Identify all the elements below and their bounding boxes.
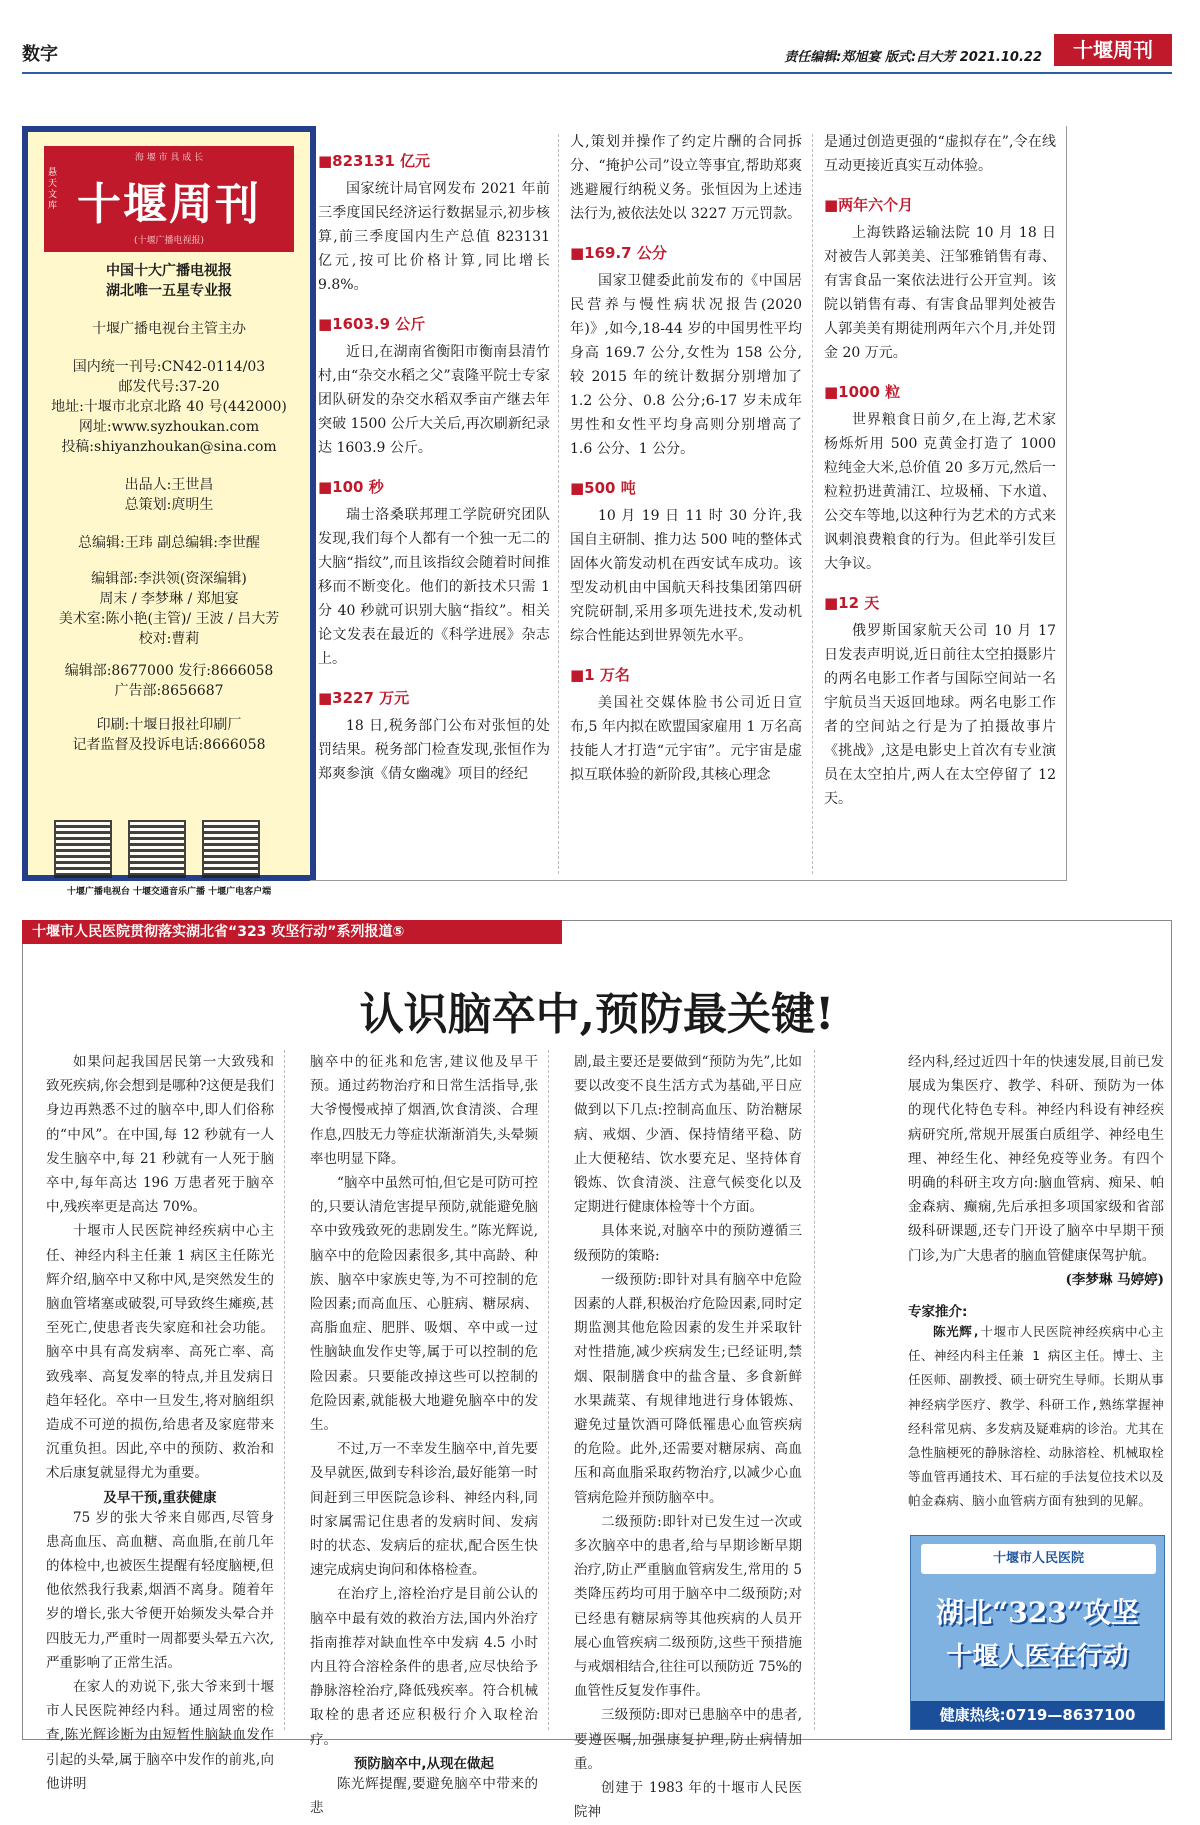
- column-rule: [558, 134, 559, 874]
- expert-bio: [908, 1320, 1164, 1514]
- expert-name: 陈光辉,: [933, 1324, 981, 1340]
- qr-labels: 十堰广播电视台 十堰交通音乐广播 十堰广电客户端: [66, 887, 272, 897]
- number-body-continued: 人,策划并操作了约定片酬的合同拆分、“掩护公司”设立等事宜,帮助郑爽逃避履行纳税义务。张恒因为上述违法行为,被依法处以 3227 万元罚款。: [570, 134, 802, 222]
- number-headline: ■1000 粒: [824, 383, 901, 401]
- number-body: 国家卫健委此前发布的《中国居民营养与慢性病状况报告(2020年)》,如今,18-44 岁的中国男性平均身高 169.7 公分,女性为 158 公分,较 2015 年的统计数据分别增加了 1.2 公分、0.8 公分;6-17 岁未成年男性和女性平均身高则分别增高了 1.6 公分、1 公分。: [570, 273, 802, 457]
- page-header: [22, 34, 1172, 76]
- article-subheading: 预防脑卒中,从现在做起: [353, 1755, 495, 1772]
- article-paragraph: 脑卒中的征兆和危害,建议他及早干预。通过药物治疗和日常生活指导,张大爷慢慢戒掉了烟酒,饮食清淡、合理作息,四肢无力等症状渐渐消失,头晕频率也明显下降。: [310, 1054, 538, 1167]
- article-paragraph: 具体来说,对脑卒中的预防遵循三级预防的策略:: [574, 1223, 802, 1264]
- masthead-banner: [44, 146, 294, 252]
- number-headline: ■100 秒: [318, 478, 384, 496]
- numbers-column-2: [570, 130, 802, 787]
- expert-heading: 专家推介:: [908, 1304, 968, 1321]
- number-headline: ■1 万名: [570, 666, 630, 684]
- masthead-line: 记者监督及投诉电话:8666058: [72, 737, 266, 753]
- feature-title: 认识脑卒中,预防最关键!: [359, 989, 835, 1040]
- article-paragraph: 75 岁的张大爷来自郧西,尽管身患高血压、高血糖、高血脂,在前几年的体检中,也被医生提醒有轻度脑梗,但他依然我行我素,烟酒不离身。随着年岁的增长,张大爷便开始频发头晕合并四肢无力,严重时一周都要头晕五六次,严重影响了正常生活。: [46, 1509, 274, 1671]
- hospital-ad: [910, 1535, 1165, 1730]
- number-headline: ■500 吨: [570, 479, 636, 497]
- article-paragraph: 不过,万一不幸发生脑卒中,首先要及早就医,做到专科诊治,最好能第一时间赶到三甲医院急诊科、神经内科,同时家属需记住患者的发病时间、发病时的状态、发病后的症状,配合医生快速完成病史询问和体格检查。: [310, 1441, 538, 1579]
- numbers-column-3: [824, 130, 1056, 811]
- number-body: 俄罗斯国家航天公司 10 月 17 日发表声明说,近日前往太空拍摄影片的两名电影工作者与国际空间站一名宇航员当天返回地球。两名电影工作者的空间站之行是为了拍摄故事片《挑战》,这是电影史上首次有专业演员在太空拍片,两人在太空停留了 12 天。: [824, 623, 1056, 807]
- masthead-line: 校对:曹莉: [138, 631, 200, 647]
- qr-code-radio: [128, 820, 186, 878]
- ad-hospital-name: 十堰市人民医院: [921, 1544, 1156, 1574]
- article-paragraph: 在家人的劝说下,张大爷来到十堰市人民医院神经内科。通过周密的检查,陈光辉诊断为由短暂性脑缺血发作引起的头晕,属于脑卒中发作的前兆,向他讲明: [46, 1679, 274, 1792]
- number-body: 近日,在湖南省衡阳市衡南县清竹村,由“杂交水稻之父”袁隆平院士专家团队研发的杂交水稻双季亩产继去年突破 1500 公斤大关后,再次刷新纪录达 1603.9 公斤。: [318, 344, 550, 456]
- feature-column-3: [574, 1050, 802, 1825]
- article-paragraph: 如果问起我国居民第一大致残和致死疾病,你会想到是哪种?这便是我们身边再熟悉不过的脑卒中,即人们俗称的“中风”。在中国,每 12 秒就有一人发生脑卒中,每 21 秒就有一人死于脑卒中,每年高达 196 万患者死于脑卒中,残疾率更是高达 70%。: [46, 1054, 274, 1216]
- number-body: 上海铁路运输法院 10 月 18 日对被告人郭美美、汪邹雅销售有毒、有害食品一案依法进行公开宣判。该院以销售有毒、有害食品罪判处被告人郭美美有期徒刑两年六个月,并处罚金 20 万元。: [824, 225, 1056, 361]
- feature-column-4: [908, 1050, 1164, 1514]
- number-headline: ■3227 万元: [318, 689, 410, 707]
- column-rule: [814, 1050, 815, 1730]
- masthead-line: 美术室:陈小艳(主管)/ 王波 / 吕大芳: [58, 611, 280, 627]
- masthead-box: [22, 126, 316, 897]
- feature-column-1: [46, 1050, 274, 1796]
- number-body: 国家统计局官网发布 2021 年前三季度国民经济运行数据显示,初步核算,前三季度国内生产总值 823131 亿元,按可比价格计算,同比增长 9.8%。: [318, 181, 550, 293]
- number-body: 10 月 19 日 11 时 30 分许,我国自主研制、推力达 500 吨的整体式固体火箭发动机在西安试车成功。该型发动机由中国航天科技集团第四研究院研制,采用多项先进技术,发动机综合性能达到世界领先水平。: [570, 508, 802, 644]
- masthead-line: 网址:www.syzhoukan.com: [78, 419, 260, 435]
- number-headline: ■两年六个月: [824, 196, 914, 214]
- series-kicker: 十堰市人民医院贯彻落实湖北省“323 攻坚行动”系列报道⑤: [22, 920, 562, 944]
- number-headline: ■1603.9 公斤: [318, 315, 426, 333]
- number-body-continued: 是通过创造更强的“虚拟存在”,令在线互动更接近真实互动体验。: [824, 134, 1056, 174]
- article-paragraph: 十堰市人民医院神经疾病中心主任、神经内科主任兼 1 病区主任陈光辉介绍,脑卒中又称中风,是突然发生的脑血管堵塞或破裂,可导致终生瘫痪,甚至死亡,使患者丧失家庭和社会功能。脑卒中具有高发病率、高死亡率、高致残率、高复发率的特点,并且发病日趋年轻化。卒中一旦发生,将对脑组织造成不可逆的损伤,给患者及家庭带来沉重负担。因此,卒中的预防、救治和术后康复就显得尤为重要。: [46, 1223, 274, 1482]
- ad-headline-2: 十堰人医在行动: [946, 1642, 1129, 1672]
- masthead-line: 出品人:王世昌: [124, 477, 214, 493]
- qr-code-app: [202, 820, 260, 878]
- banner-side-text: 悬天文库: [48, 168, 58, 211]
- article-paragraph: 二级预防:即针对已发生过一次或多次脑卒中的患者,给与早期诊断早期治疗,防止严重脑血管病发生,常用的 5 类降压药均可用于脑卒中二级预防;对已经患有糖尿病等其他疾病的人员开展心血管疾病二级预防,这些干预措施与戒烟相结合,往往可以预防近 75%的血管性反复发作事件。: [574, 1513, 802, 1700]
- number-headline: ■823131 亿元: [318, 152, 431, 170]
- banner-name: 十堰周刊: [77, 179, 261, 230]
- ad-hotline: 健康热线:0719—8637100: [911, 1701, 1164, 1729]
- ad-headline-1: 湖北“323”攻坚: [936, 1596, 1139, 1629]
- article-paragraph: “脑卒中虽然可怕,但它是可防可控的,只要认清危害提早预防,就能避免脑卒中致残致死的悲剧发生。”陈光辉说,脑卒中的危险因素很多,其中高龄、种族、脑卒中家族史等,为不可控制的危险因素;而高血压、心脏病、糖尿病、高脂血症、肥胖、吸烟、卒中或一过性脑缺血发作史等,属于可以控制的危险因素。只要能改掉这些可以控制的危险因素,就能极大地避免脑卒中的发生。: [310, 1175, 538, 1434]
- article-paragraph: 三级预防:即对已患脑卒中的患者,要遵医嘱,加强康复护理,防止病情加重。: [574, 1707, 802, 1772]
- number-body: 18 日,税务部门公布对张恒的处罚结果。税务部门检查发现,张恒作为郑爽参演《倩女幽魂》项目的经纪: [318, 718, 550, 782]
- column-rule: [548, 1050, 549, 1730]
- header-rule: [22, 72, 1172, 74]
- slogan-1: 中国十大广播电视报: [106, 263, 232, 279]
- column-rule: [812, 134, 813, 874]
- masthead-line: 编辑部:李洪领(资深编辑): [91, 571, 247, 587]
- qr-code-tv: [54, 820, 112, 878]
- number-headline: ■169.7 公分: [570, 244, 667, 262]
- number-body: 美国社交媒体脸书公司近日宣布,5 年内拟在欧盟国家雇用 1 万名高技能人才打造“元宇宙”。元宇宙是虚拟互联体验的新阶段,其核心理念: [570, 695, 802, 783]
- article-paragraph: 在治疗上,溶栓治疗是目前公认的脑卒中最有效的救治方法,国内外治疗指南推荐对缺血性卒中发病 4.5 小时内且符合溶栓条件的患者,应尽快给予静脉溶栓治疗,降低残疾率。符合机械取栓的患者还应积极行介入取栓治疗。: [310, 1586, 538, 1748]
- masthead-line: 投稿:shiyanzhoukan@sina.com: [61, 439, 277, 455]
- feature-column-2: [310, 1050, 538, 1820]
- expert-bio-text: 十堰市人民医院神经疾病中心主任、神经内科主任兼 1 病区主任。博士、主任医师、副教授、硕士研究生导师。长期从事神经病学医疗、教学、科研工作,熟练掌握神经科常见病、多发病及疑难病的诊治。尤其在急性脑梗死的静脉溶栓、动脉溶栓、机械取栓等血管再通技术、耳石症的手法复位技术以及帕金森病、脑小血管病方面有独到的见解。: [908, 1324, 1165, 1509]
- masthead-line: 印刷:十堰日报社印刷厂: [96, 717, 242, 733]
- publication-logo: 十堰周刊: [1054, 34, 1172, 66]
- article-byline: (李梦琳 马婷婷): [1065, 1271, 1164, 1288]
- masthead-line: 编辑部:8677000 发行:8666058: [64, 663, 274, 679]
- article-paragraph: 陈光辉提醒,要避免脑卒中带来的悲: [310, 1775, 538, 1817]
- column-rule: [284, 1050, 285, 1730]
- number-headline: ■12 天: [824, 594, 880, 612]
- editor-line: 责任编辑:郑旭宴 版式:吕大芳 2021.10.22: [784, 50, 1042, 65]
- banner-subtitle: (十堰广播电视报): [133, 236, 205, 246]
- masthead-line: 总编辑:王玮 副总编辑:李世醒: [78, 535, 260, 551]
- article-paragraph: 创建于 1983 年的十堰市人民医院神: [574, 1780, 802, 1821]
- masthead-line: 总策划:庹明生: [124, 497, 214, 513]
- masthead-line: 十堰广播电视台主管主办: [92, 321, 246, 337]
- masthead-line: 邮发代号:37-20: [118, 379, 220, 395]
- numbers-column-1: [318, 150, 550, 786]
- masthead-line: 周末 / 李梦琳 / 郑旭宴: [99, 591, 239, 607]
- masthead-line: 国内统一刊号:CN42-0114/03: [72, 359, 266, 375]
- article-subheading: 及早干预,重获健康: [103, 1489, 217, 1506]
- section-title: 数字: [22, 44, 58, 65]
- banner-top-text: 海 堰 市 具 成 长: [134, 153, 204, 163]
- number-body: 瑞士洛桑联邦理工学院研究团队发现,我们每个人都有一个独一无二的大脑“指纹”,而且该指纹会随着时间推移而不断变化。他们的新技术只需 1 分 40 秒就可识别大脑“指纹”。相关论文发表在最近的《科学进展》杂志上。: [318, 507, 550, 667]
- masthead-line: 地址:十堰市北京北路 40 号(442000): [51, 399, 287, 415]
- article-paragraph: 剧,最主要还是要做到“预防为先”,比如要以改变不良生活方式为基础,平日应做到以下几点:控制高血压、防治糖尿病、戒烟、少酒、保持情绪平稳、防止大便秘结、饮水要充足、坚持体育锻炼、饮食清淡、注意气候变化以及定期进行健康体检等十个方面。: [574, 1054, 802, 1216]
- article-paragraph: 经内科,经过近四十年的快速发展,目前已发展成为集医疗、教学、科研、预防为一体的现代化特色专科。神经内科设有神经疾病研究所,常规开展蛋白质组学、神经电生理、神经生化、神经免疫等业务。有四个明确的科研主攻方向:脑血管病、痴呆、帕金森病、癫痫,先后承担多项国家级和省部级科研课题,还专门开设了脑卒中早期干预门诊,为广大患者的脑血管健康保驾护航。: [908, 1054, 1164, 1264]
- article-paragraph: 一级预防:即针对具有脑卒中危险因素的人群,积极治疗危险因素,同时定期监测其他危险因素的发生并采取针对性措施,减少疾病发生;已经证明,禁烟、限制膳食中的盐含量、多食新鲜水果蔬菜、有规律地进行身体锻炼、避免过量饮酒可降低罹患心血管疾病的危险。此外,还需要对糖尿病、高血压和高血脂采取药物治疗,以减少心血管病危险并预防脑卒中。: [574, 1271, 802, 1506]
- number-body: 世界粮食日前夕,在上海,艺术家杨烁炘用 500 克黄金打造了 1000 粒纯金大米,总价值 20 多万元,然后一粒粒扔进黄浦江、垃圾桶、下水道、公交车等地,以这种行为艺术的方式来讽刺浪费粮食的行为。但此举引发巨大争议。: [824, 412, 1056, 572]
- slogan-2: 湖北唯一五星专业报: [106, 283, 232, 299]
- masthead-line: 广告部:8656687: [114, 683, 224, 699]
